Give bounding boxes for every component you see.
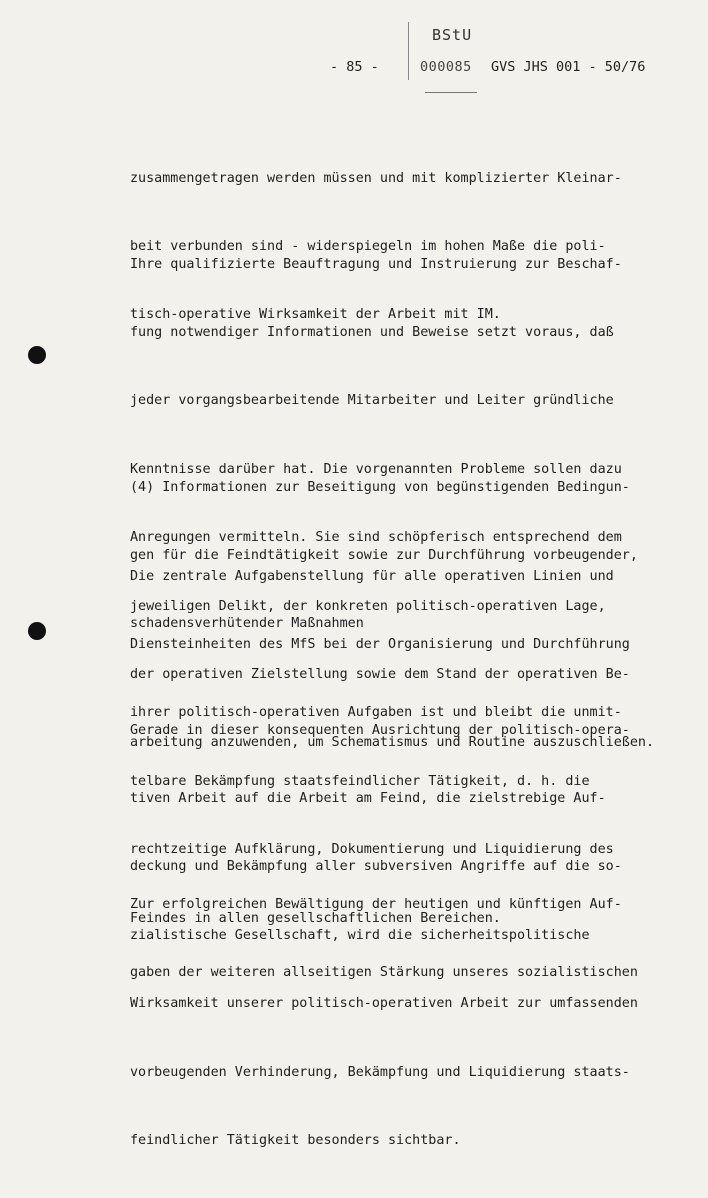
archive-stamp: BStU bbox=[432, 26, 473, 44]
stamp-number: 000085 bbox=[420, 59, 472, 75]
text-line: beit verbunden sind - widerspiegeln im hohen Maße die poli- bbox=[130, 238, 606, 254]
text-line: schadensverhütender Maßnahmen bbox=[130, 616, 364, 632]
text-line: Wirksamkeit unserer politisch-operativen Arbeit zur umfassenden bbox=[130, 996, 638, 1012]
text-line: jeweiligen Delikt, der konkreten politisch-operativen Lage, bbox=[130, 598, 606, 614]
text-line: Feindes in allen gesellschaftlichen Bereichen. bbox=[130, 910, 501, 926]
text-line: (4) Informationen zur Beseitigung von begünstigenden Bedingun- bbox=[130, 479, 630, 495]
text-line: Diensteinheiten des MfS bei der Organisierung und Durchführung bbox=[130, 636, 630, 652]
text-line: zialistische Gesellschaft, wird die sicherheitspolitische bbox=[130, 927, 590, 943]
text-line: Kenntnisse darüber hat. Die vorgenannten Probleme sollen dazu bbox=[130, 461, 622, 477]
text-line: Gerade in dieser konsequenten Ausrichtung der politisch-opera- bbox=[130, 722, 630, 738]
text-line: gen für die Feindtätigkeit sowie zur Durchführung vorbeugender, bbox=[130, 547, 638, 563]
text-line: ihrer politisch-operativen Aufgaben ist und bleibt die unmit- bbox=[130, 705, 622, 721]
document-reference: GVS JHS 001 - 50/76 bbox=[491, 59, 646, 75]
text-line: Anregungen vermitteln. Sie sind schöpferisch entsprechend dem bbox=[130, 530, 622, 546]
text-line: der operativen Zielstellung sowie dem Stand der operativen Be- bbox=[130, 666, 630, 682]
text-line: gaben der weiteren allseitigen Stärkung unseres sozialistischen bbox=[130, 964, 638, 980]
punch-hole bbox=[28, 346, 46, 364]
text-line: Die zentrale Aufgabenstellung für alle operativen Linien und bbox=[130, 568, 614, 584]
text-line: tiven Arbeit auf die Arbeit am Feind, die zielstrebige Auf- bbox=[130, 790, 606, 806]
stamp-underline bbox=[425, 92, 477, 93]
text-line: arbeitung anzuwenden, um Schematismus und Routine auszuschließen. bbox=[130, 735, 655, 751]
text-line: telbare Bekämpfung staatsfeindlicher Tätigkeit, d. h. die bbox=[130, 773, 590, 789]
text-line: zusammengetragen werden müssen und mit komplizierter Kleinar- bbox=[130, 170, 622, 186]
text-line: Ihre qualifizierte Beauftragung und Instruierung zur Beschaf- bbox=[130, 256, 622, 272]
text-line: feindlicher Tätigkeit besonders sichtbar. bbox=[130, 1132, 461, 1148]
text-line: vorbeugenden Verhinderung, Bekämpfung und Liquidierung staats- bbox=[130, 1064, 630, 1080]
punch-hole bbox=[28, 622, 46, 640]
page-number: - 85 - bbox=[330, 59, 379, 75]
text-line: jeder vorgangsbearbeitende Mitarbeiter und Leiter gründliche bbox=[130, 393, 614, 409]
text-line: deckung und Bekämpfung aller subversiven Angriffe auf die so- bbox=[130, 859, 622, 875]
text-line: tisch-operative Wirksamkeit der Arbeit mit IM. bbox=[130, 307, 501, 323]
text-line: rechtzeitige Aufklärung, Dokumentierung und Liquidierung des bbox=[130, 842, 614, 858]
paragraph bbox=[130, 848, 705, 1030]
stamp-frame-line bbox=[408, 22, 409, 80]
text-line: Zur erfolgreichen Bewältigung der heutigen und künftigen Auf- bbox=[130, 896, 622, 912]
text-line: fung notwendiger Informationen und Beweise setzt voraus, daß bbox=[130, 324, 614, 340]
